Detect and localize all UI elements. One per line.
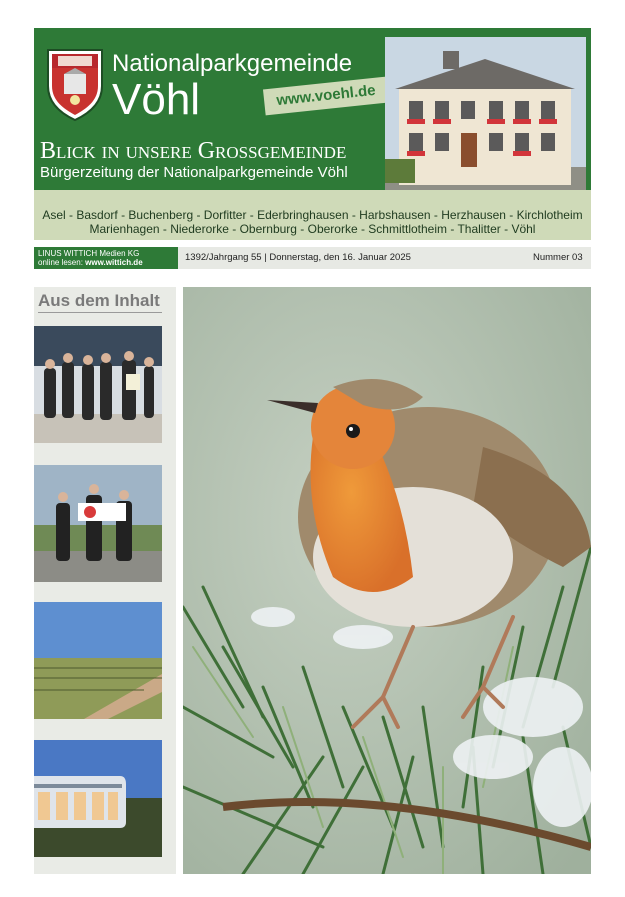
contents-thumbnail-group-photo[interactable] xyxy=(34,326,162,443)
issue-number: Nummer 03 xyxy=(533,252,583,263)
publisher-online xyxy=(38,258,143,267)
subheadline: Bürgerzeitung der Nationalparkgemeinde Vöhl xyxy=(40,164,348,181)
title-line-1: Nationalparkgemeinde xyxy=(112,50,353,77)
cover-photo-robin xyxy=(183,287,591,874)
publisher-name: LINUS WITTICH Medien KG xyxy=(38,249,140,258)
contents-thumbnail-award-photo[interactable] xyxy=(34,465,162,582)
contents-thumbnail-landscape-photo[interactable] xyxy=(34,602,162,719)
online-read-label: online lesen: xyxy=(38,258,86,267)
contents-heading: Aus dem Inhalt xyxy=(38,291,160,310)
town-hall-photo xyxy=(385,37,586,190)
headline: Blick in unsere Grossgemeinde xyxy=(40,138,347,164)
village-list-line-1: Asel - Basdorf - Buchenberg - Dorfitter - Ederbringhausen - Harbshausen - Herzhausen - Kirchlotheim xyxy=(42,208,583,222)
coat-of-arms-icon xyxy=(44,46,106,122)
website-badge[interactable]: www.voehl.de xyxy=(263,77,389,116)
village-list-line-2: Marienhagen - Niederorke - Obernburg - Oberorke - Schmittlotheim - Thalitter - Vöhl xyxy=(89,222,536,236)
publisher-link[interactable]: www.wittich.de xyxy=(85,258,143,267)
title-municipality: Vöhl xyxy=(112,75,201,124)
contents-thumbnail-building-photo[interactable] xyxy=(34,740,162,857)
issue-info: 1392/Jahrgang 55 | Donnerstag, den 16. Januar 2025 xyxy=(185,252,411,263)
heading-divider xyxy=(38,312,162,313)
